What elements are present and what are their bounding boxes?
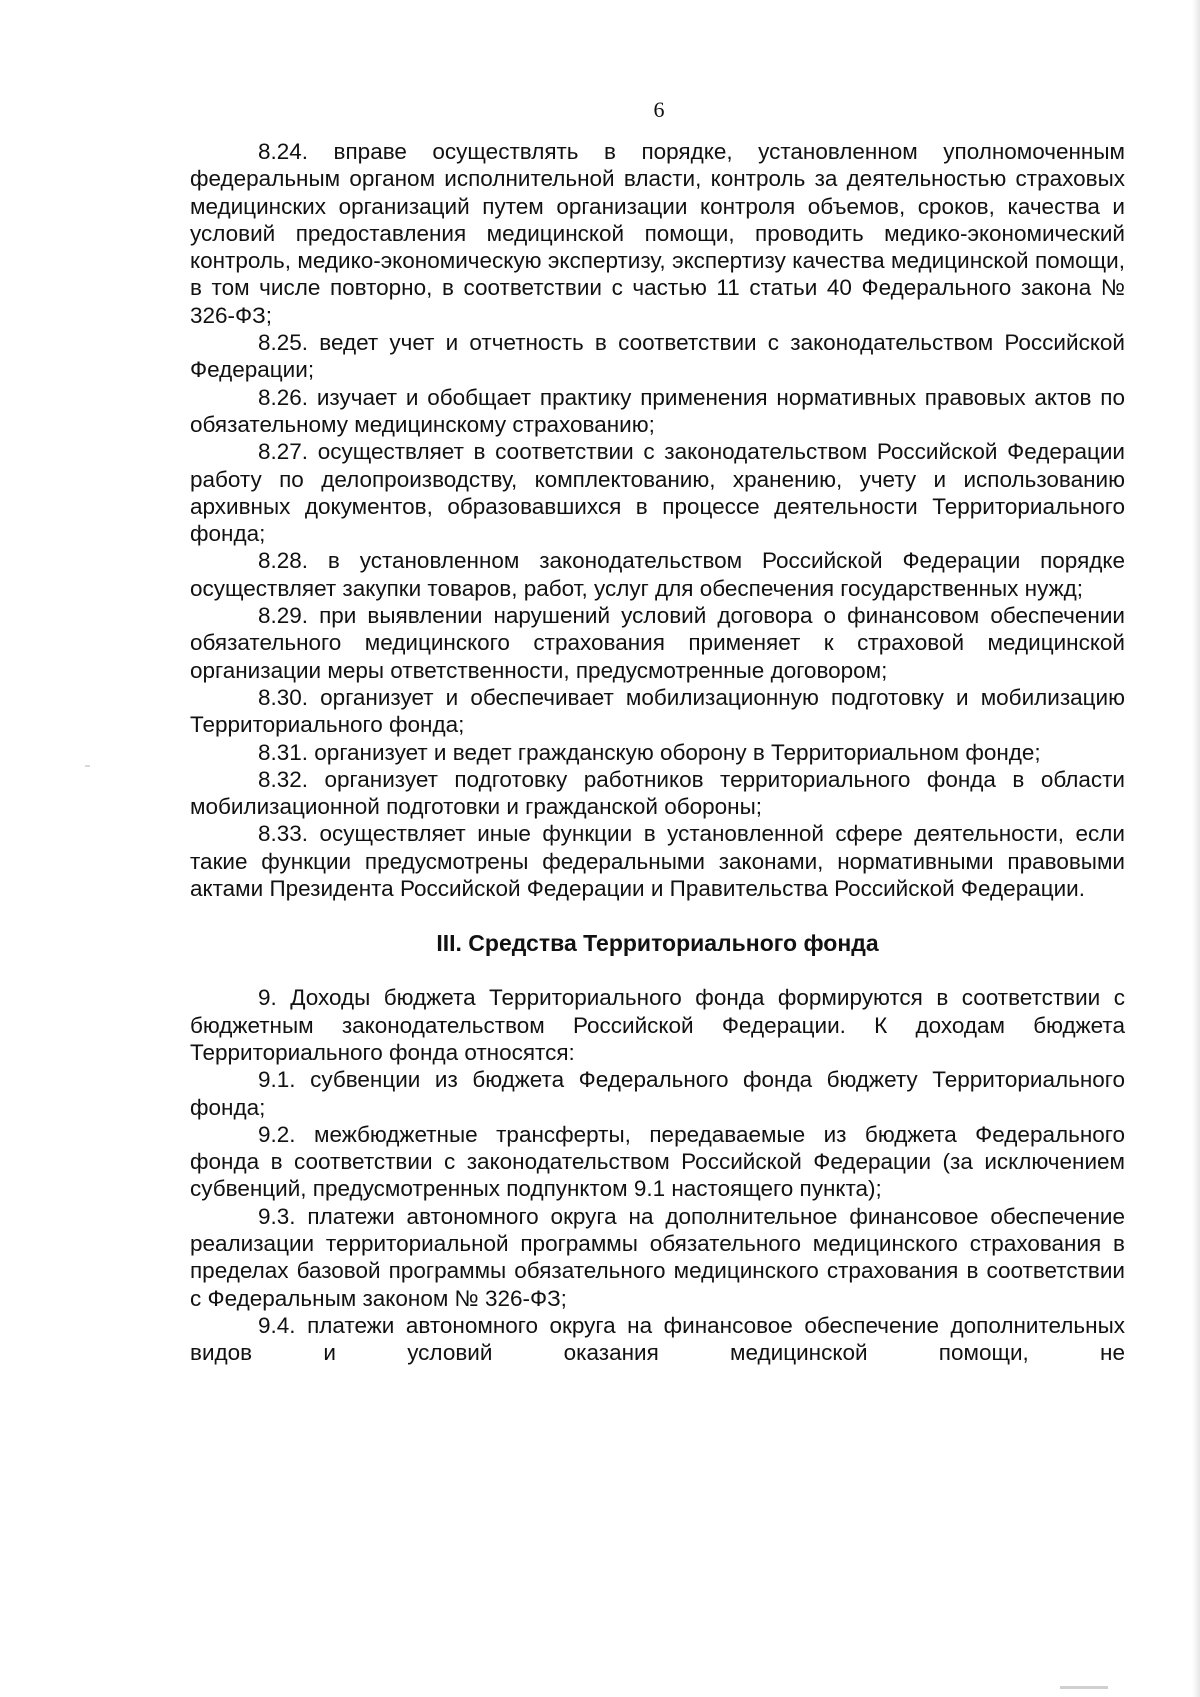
paragraph-9-4: 9.4. платежи автономного округа на финансовое обеспечение дополнительных видов и условий оказания медицинской помощи, не [190, 1312, 1125, 1366]
paragraph-8-27: 8.27. осуществляет в соответствии с законодательством Российской Федерации работу по делопроизводству, комплектованию, хранению, учету и использованию архивных документов, образовавшихся в процессе деятельности Территориального фонда; [190, 439, 1125, 547]
paragraph-8-24: 8.24. вправе осуществлять в порядке, установленном уполномоченным федеральным органом исполнительной власти, контроль за деятельностью страховых медицинских организаций путем организации контроля объемов, сроков, качества и условий предоставления медицинской помощи, проводить медико-экономический контроль, медико-экономическую экспертизу, экспертизу качества медицинской помощи, в том числе повторно, в соответствии с частью 11 статьи 40 Федерального закона № 326-ФЗ; [190, 139, 1125, 328]
paragraph-8-28: 8.28. в установленном законодательством Российской Федерации порядке осуществляет закупки товаров, работ, услуг для обеспечения государственных нужд; [190, 548, 1125, 601]
paragraph-8-33: 8.33. осуществляет иные функции в установленной сфере деятельности, если такие функции предусмотрены федеральными законами, нормативными правовыми актами Президента Российской Федерации и Правительства Российской Федерации. [190, 821, 1125, 902]
paragraph-9-1: 9.1. субвенции из бюджета Федерального фонда бюджету Территориального фонда; [190, 1067, 1125, 1120]
page-number: 6 [653, 97, 665, 122]
paragraph-8-31: 8.31. организует и ведет гражданскую оборону в Территориальном фонде; [258, 739, 1041, 765]
scan-right-edge [1192, 0, 1200, 1697]
scan-mark [85, 765, 90, 767]
paragraph-9-3: 9.3. платежи автономного округа на дополнительное финансовое обеспечение реализации территориальной программы обязательного медицинского страхования в пределах базовой программы обязательного медицинского страхования в соответствии с Федеральным законом № 326-ФЗ; [190, 1203, 1125, 1311]
paragraph-8-29: 8.29. при выявлении нарушений условий договора о финансовом обеспечении обязательного медицинского страхования применяет к страховой медицинской организации меры ответственности, предусмотренные договором; [190, 603, 1125, 683]
document-body [190, 138, 1125, 1366]
scan-corner-mark [1060, 1686, 1108, 1689]
paragraph-8-30: 8.30. организует и обеспечивает мобилизационную подготовку и мобилизацию Территориального фонда; [190, 684, 1125, 738]
paragraph-8-26: 8.26. изучает и обобщает практику применения нормативных правовых актов по обязательному медицинскому страхованию; [190, 384, 1125, 437]
paragraph-8-32: 8.32. организует подготовку работников территориального фонда в области мобилизационной подготовки и гражданской обороны; [190, 766, 1125, 820]
paragraph-9-2: 9.2. межбюджетные трансферты, передаваемые из бюджета Федерального фонда в соответствии с законодательством Российской Федерации (за исключением субвенций, предусмотренных подпунктом 9.1 настоящего пункта); [190, 1121, 1125, 1202]
section-heading: III. Средства Территориального фонда [436, 930, 879, 957]
paragraph-9: 9. Доходы бюджета Территориального фонда формируются в соответствии с бюджетным законодательством Российской Федерации. К доходам бюджета Территориального фонда относятся: [190, 985, 1125, 1065]
paragraph-8-25: 8.25. ведет учет и отчетность в соответствии с законодательством Российской Федерации; [190, 330, 1125, 383]
